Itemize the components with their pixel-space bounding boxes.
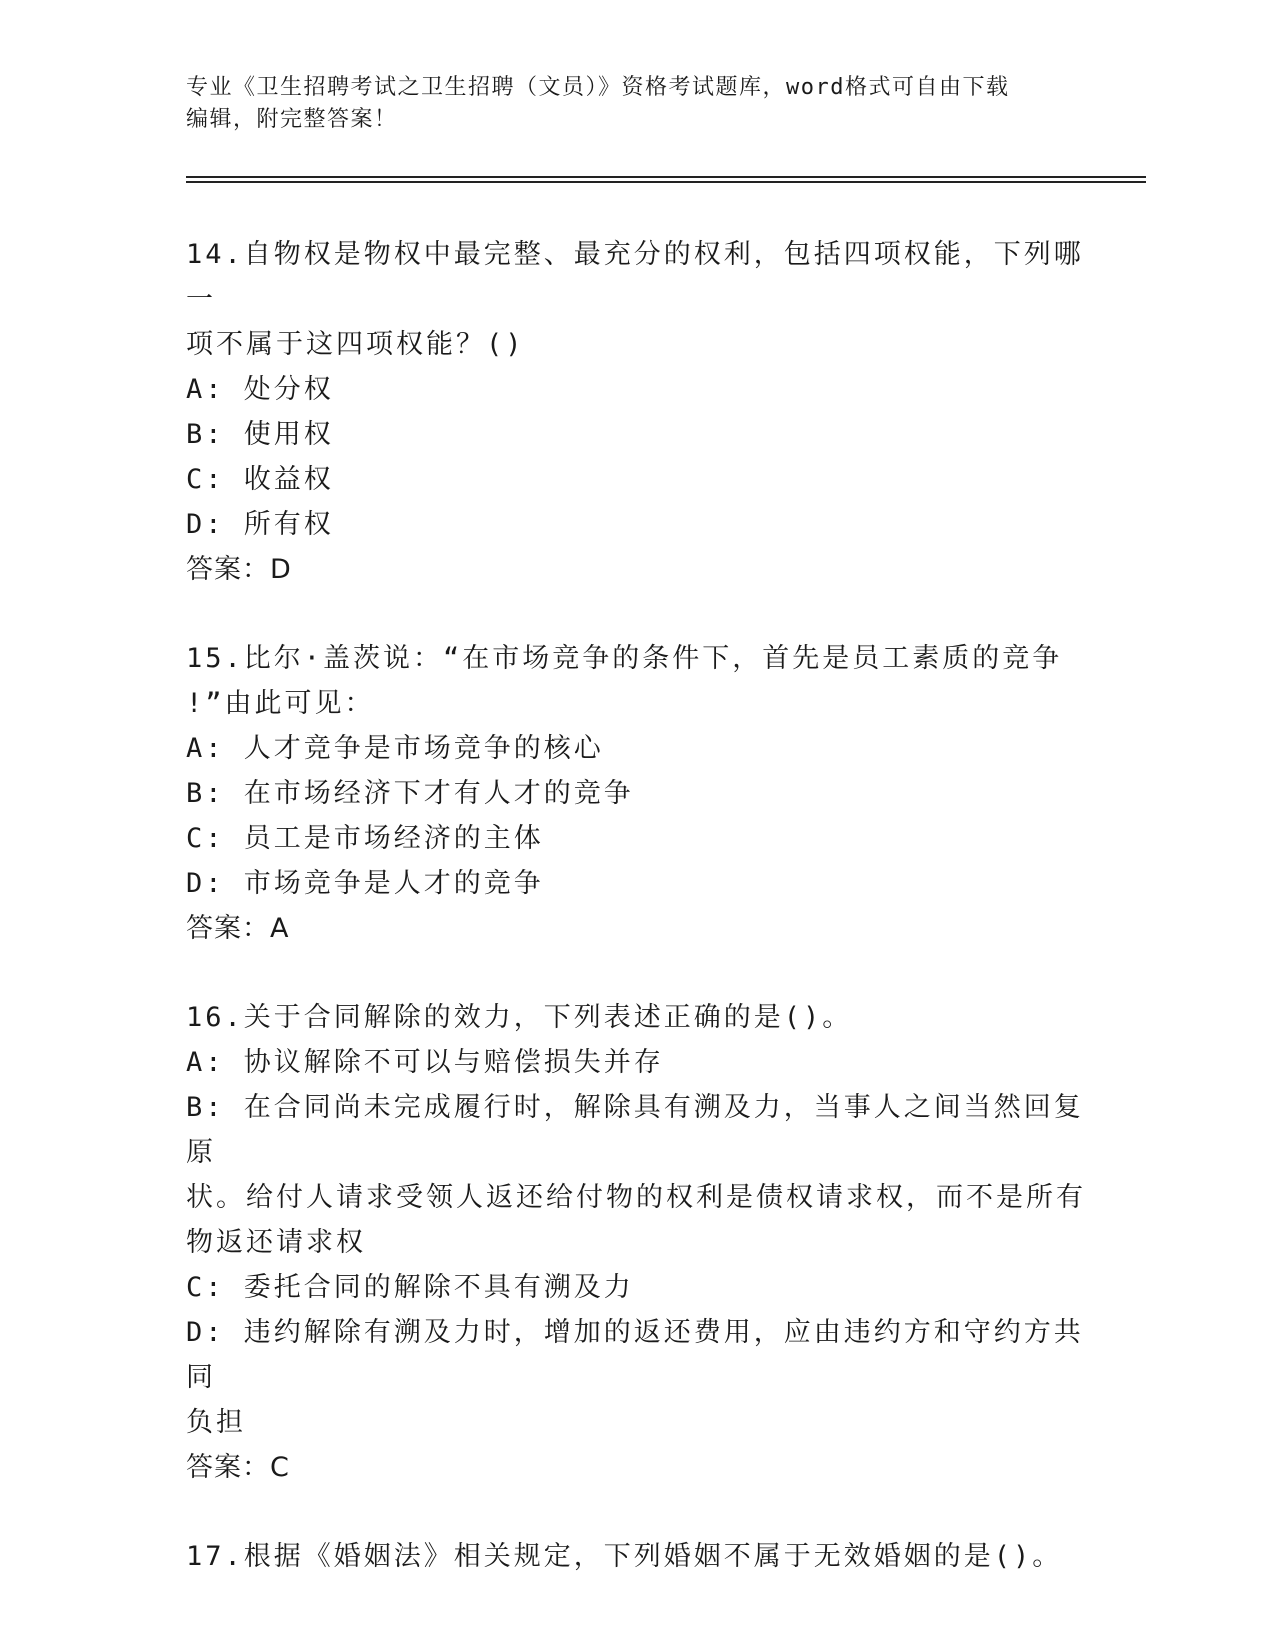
option-d: D: 市场竞争是人才的竞争 [186, 868, 544, 899]
option-a: A: 人才竞争是市场竞争的核心 [186, 733, 604, 764]
question-17 [186, 1534, 1086, 1579]
question-stem-line: 16.关于合同解除的效力，下列表述正确的是()。 [186, 1002, 853, 1033]
answer-label: 答案：D [186, 554, 292, 585]
option-a: A: 处分权 [186, 374, 334, 405]
header-line-2: 编辑，附完整答案！ [186, 107, 398, 132]
option-b: B: 在合同尚未完成履行时，解除具有溯及力，当事人之间当然回复原 [186, 1092, 1084, 1168]
option-c: C: 委托合同的解除不具有溯及力 [186, 1272, 634, 1303]
option-a: A: 协议解除不可以与赔偿损失并存 [186, 1047, 664, 1078]
question-stem-line: 项不属于这四项权能？() [186, 329, 525, 360]
question-16 [186, 995, 1086, 1490]
answer-label: 答案：C [186, 1452, 290, 1483]
option-d: D: 所有权 [186, 509, 334, 540]
document-header [186, 72, 1086, 136]
question-stem-line: 15.比尔·盖茨说：“在市场竞争的条件下，首先是员工素质的竞争 [186, 643, 1063, 674]
option-d: D: 违约解除有溯及力时，增加的返还费用，应由违约方和守约方共同 [186, 1317, 1084, 1393]
answer-label: 答案：A [186, 913, 290, 944]
question-stem-line: 14.自物权是物权中最完整、最充分的权利，包括四项权能，下列哪一 [186, 239, 1084, 315]
header-divider-top [186, 176, 1146, 178]
option-b: B: 使用权 [186, 419, 334, 450]
header-line-1: 专业《卫生招聘考试之卫生招聘（文员）》资格考试题库，word格式可自由下载 [186, 75, 1010, 100]
question-list [186, 232, 1086, 1623]
option-c: C: 收益权 [186, 464, 334, 495]
option-c: C: 员工是市场经济的主体 [186, 823, 544, 854]
option-d-continued: 负担 [186, 1407, 246, 1438]
option-b: B: 在市场经济下才有人才的竞争 [186, 778, 634, 809]
question-stem-line: !”由此可见： [186, 688, 375, 719]
question-14 [186, 232, 1086, 592]
question-15 [186, 636, 1086, 951]
option-b-continued: 物返还请求权 [186, 1227, 366, 1258]
option-b-continued: 状。给付人请求受领人返还给付物的权利是债权请求权，而不是所有 [186, 1182, 1086, 1213]
header-divider-bottom [186, 181, 1146, 183]
question-stem-line: 17.根据《婚姻法》相关规定，下列婚姻不属于无效婚姻的是()。 [186, 1541, 1063, 1572]
